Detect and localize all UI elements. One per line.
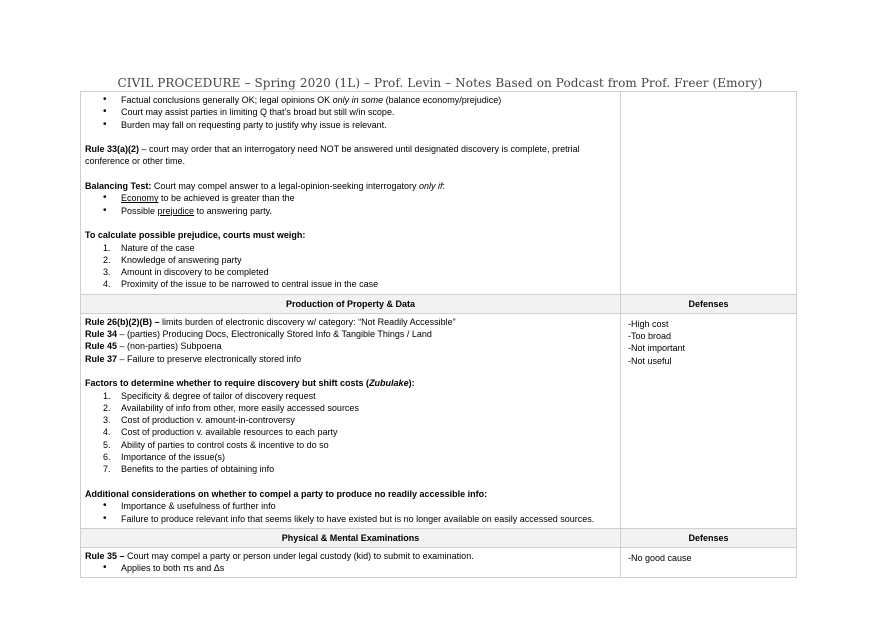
notes-table — [80, 91, 797, 578]
defenses-cell — [621, 547, 797, 578]
section-title: Production of Property & Data — [81, 294, 621, 313]
bullet-list — [85, 94, 616, 131]
list-item: • Failure to produce relevant info that seems likely to have existed but is no longer available on easily accessed sources. — [85, 513, 616, 525]
list-item: • Court may assist parties in limiting Q that’s broad but still w/in scope. — [85, 106, 616, 118]
list-item: 7. Benefits to the parties of obtaining info — [103, 464, 275, 475]
section-title: Physical & Mental Examinations — [81, 528, 621, 547]
list-item: 2. Knowledge of answering party — [103, 254, 242, 265]
section-header-row — [81, 294, 797, 313]
factors-heading: Factors to determine whether to require discovery but shift costs (Zubulake): — [85, 378, 415, 389]
defenses-title: Defenses — [621, 294, 797, 313]
defenses-cell — [621, 92, 797, 295]
list-item: 4. Proximity of the issue to be narrowed to central issue in the case — [103, 279, 379, 290]
rule-35-line: Rule 35 – Court may compel a party or person under legal custody (kid) to submit to examination. — [85, 550, 474, 561]
list-item: 4. Cost of production v. available resources to each party — [103, 427, 338, 438]
numbered-list — [85, 242, 616, 291]
list-item: 1. Nature of the case — [103, 242, 195, 253]
list-item: 2. Availability of info from other, more easily accessed sources — [103, 402, 359, 413]
defenses-cell — [621, 313, 797, 528]
rule-line: Rule 26(b)(2)(B) – limits burden of electronic discovery w/ category: “Not Readily Accessible” — [85, 316, 456, 327]
defenses-title: Defenses — [621, 528, 797, 547]
list-item: 5. Ability of parties to control costs & incentive to do so — [103, 439, 329, 450]
list-item: • Burden may fall on requesting party to justify why issue is relevant. — [85, 119, 616, 131]
table-row — [81, 313, 797, 528]
notes-cell — [81, 313, 621, 528]
list-item: 3. Amount in discovery to be completed — [103, 267, 269, 278]
list-item: • Economy to be achieved is greater than the — [85, 192, 616, 204]
page-header: CIVIL PROCEDURE – Spring 2020 (1L) – Prof. Levin – Notes Based on Podcast from Prof. Freer (Emory) — [117, 76, 763, 90]
table-row — [81, 547, 797, 578]
defense-item: -Not important — [628, 343, 686, 354]
numbered-list — [85, 390, 616, 476]
table-row — [81, 92, 797, 295]
bullet-list — [85, 500, 616, 525]
list-item: 1. Specificity & degree of tailor of discovery request — [103, 390, 316, 401]
list-item: 6. Importance of the issue(s) — [103, 452, 226, 463]
rule-line: Rule 37 – Failure to preserve electronically stored info — [85, 353, 302, 364]
prejudice-heading: To calculate possible prejudice, courts must weigh: — [85, 230, 306, 241]
list-item: • Possible prejudice to answering party. — [85, 205, 616, 217]
notes-cell — [81, 547, 621, 578]
defense-item: -Too broad — [628, 331, 672, 342]
defense-item: -No good cause — [628, 552, 692, 563]
rule-line: Rule 45 – (non-parties) Subpoena — [85, 341, 222, 352]
list-item: • Factual conclusions generally OK; legal opinions OK only in some (balance economy/prejudice) — [85, 94, 616, 106]
defense-item: -High cost — [628, 318, 669, 329]
additional-heading: Additional considerations on whether to compel a party to produce no readily accessible info: — [85, 488, 488, 499]
notes-cell — [81, 92, 621, 295]
rule-line: Rule 34 – (parties) Producing Docs, Electronically Stored Info & Tangible Things / Land — [85, 329, 432, 340]
rule-33-paragraph: Rule 33(a)(2) – court may order that an interrogatory need NOT be answered until designated discovery is complete, pretrial conference or other time. — [85, 144, 580, 167]
balancing-test-paragraph: Balancing Test: Court may compel answer to a legal-opinion-seeking interrogatory only if: — [85, 181, 446, 192]
list-item: 3. Cost of production v. amount-in-controversy — [103, 415, 295, 426]
section-header-row — [81, 528, 797, 547]
list-item: • Applies to both πs and Δs — [85, 562, 616, 574]
defense-item: -Not useful — [628, 355, 672, 366]
list-item: • Importance & usefulness of further info — [85, 500, 616, 512]
bullet-list — [85, 562, 616, 574]
bullet-list — [85, 192, 616, 217]
